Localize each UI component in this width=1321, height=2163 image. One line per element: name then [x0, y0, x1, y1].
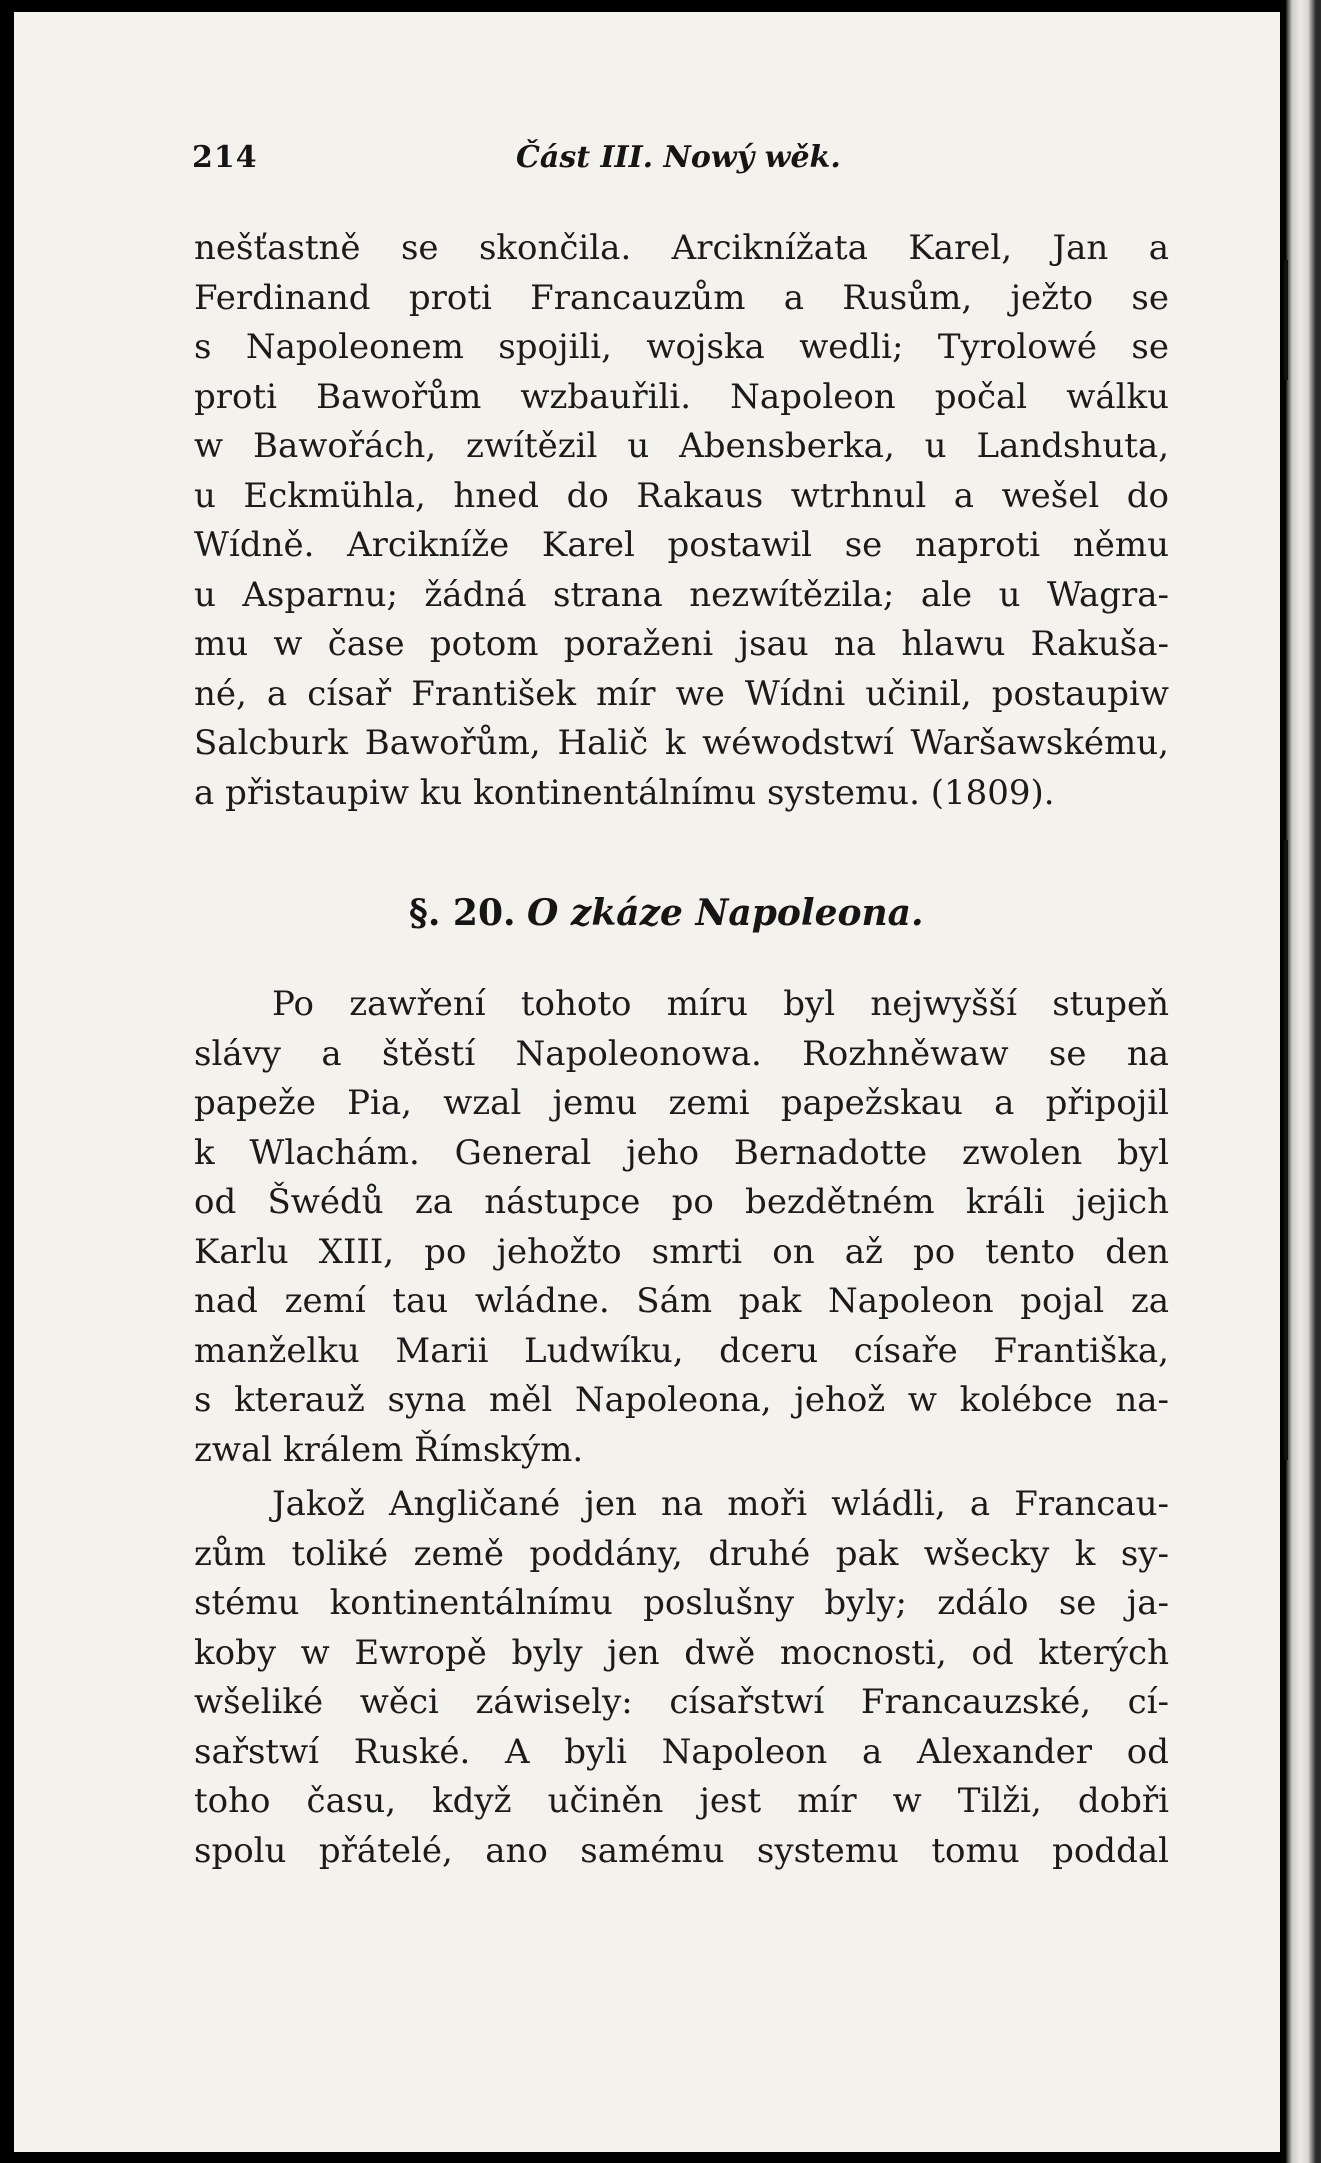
text-line: s kterauž syna měl Napoleona, jehož w kolébce na-	[194, 1380, 1169, 1420]
text-line: u Eckmühla, hned do Rakaus wtrhnul a wešel do	[194, 475, 1169, 516]
book-page	[14, 12, 1280, 2152]
text-line: manželku Marii Ludwíku, dceru císaře Františka,	[194, 1330, 1169, 1371]
page-header	[164, 140, 1164, 180]
text-line: wšeliké wěci záwisely: císařstwí Francauzské, cí-	[194, 1682, 1169, 1722]
text-line: Ferdinand proti Francauzům a Rusům, ježto se	[194, 277, 1169, 318]
text-line: Karlu XIII, po jehožto smrti on až po tento den	[194, 1231, 1169, 1272]
text-line: zům toliké země poddány, druhé pak wšecky k sy-	[194, 1533, 1169, 1574]
section-number: §. 20.	[409, 892, 516, 934]
text-line: Salcburk Bawořům, Halič k wéwodstwí Waršawskému,	[194, 723, 1169, 763]
page-number: 214	[192, 140, 258, 175]
text-line: papeže Pia, wzal jemu zemi papežskau a připojil	[194, 1083, 1169, 1123]
text-line: w Bawořách, zwítězil u Abensberka, u Landshuta,	[194, 426, 1169, 466]
paragraph-2	[194, 980, 1169, 1475]
text-line: toho času, když učiněn jest mír w Tilži, dobři	[194, 1781, 1169, 1821]
text-line: spolu přátelé, ano samému systemu tomu poddal	[194, 1830, 1169, 1871]
text-line: a přistaupiw ku kontinentálnímu systemu. (1809).	[194, 772, 1055, 813]
text-line: Po zawření tohoto míru byl nejwyšší stupeň	[272, 984, 1169, 1024]
text-line: mu w čase potom poraženi jsau na hlawu Rakuša-	[194, 624, 1169, 664]
text-line: né, a císař František mír we Wídni učinil, postaupiw	[194, 673, 1169, 714]
text-line: u Asparnu; žádná strana nezwítězila; ale u Wagra-	[194, 574, 1169, 615]
text-line: proti Bawořům wzbauřili. Napoleon počal wálku	[194, 376, 1169, 417]
page-edge	[1286, 0, 1321, 2163]
running-head: Část III. Nowý wěk.	[516, 140, 841, 175]
paragraph-1	[194, 224, 1169, 818]
section-title: O zkáze Napoleona.	[526, 892, 924, 934]
edge-mark	[1284, 840, 1288, 1460]
text-line: Jakož Angličané jen na moři wládli, a Francau-	[272, 1484, 1169, 1524]
text-line: stému kontinentálnímu poslušny byly; zdálo se ja-	[194, 1583, 1169, 1623]
paragraph-3	[194, 1480, 1169, 1876]
text-line: sařstwí Ruské. A byli Napoleon a Alexander od	[194, 1731, 1169, 1772]
edge-mark	[1284, 260, 1288, 380]
text-line: Wídně. Arcikníže Karel postawil se naproti němu	[194, 525, 1169, 565]
text-line: zwal králem Římským.	[194, 1429, 584, 1470]
text-line: s Napoleonem spojili, wojska wedli; Tyrolowé se	[194, 327, 1169, 367]
text-line: od Šwédů za nástupce po bezdětném králi jejich	[194, 1182, 1169, 1222]
text-line: nešťastně se skončila. Arciknížata Karel, Jan a	[194, 228, 1169, 268]
text-line: nad zemí tau wládne. Sám pak Napoleon pojal za	[194, 1281, 1169, 1321]
section-heading	[409, 892, 924, 934]
text-line: k Wlachám. General jeho Bernadotte zwolen byl	[194, 1132, 1169, 1173]
text-line: slávy a štěstí Napoleonowa. Rozhněwaw se na	[194, 1033, 1169, 1074]
text-line: koby w Ewropě byly jen dwě mocnosti, od kterých	[194, 1632, 1169, 1673]
